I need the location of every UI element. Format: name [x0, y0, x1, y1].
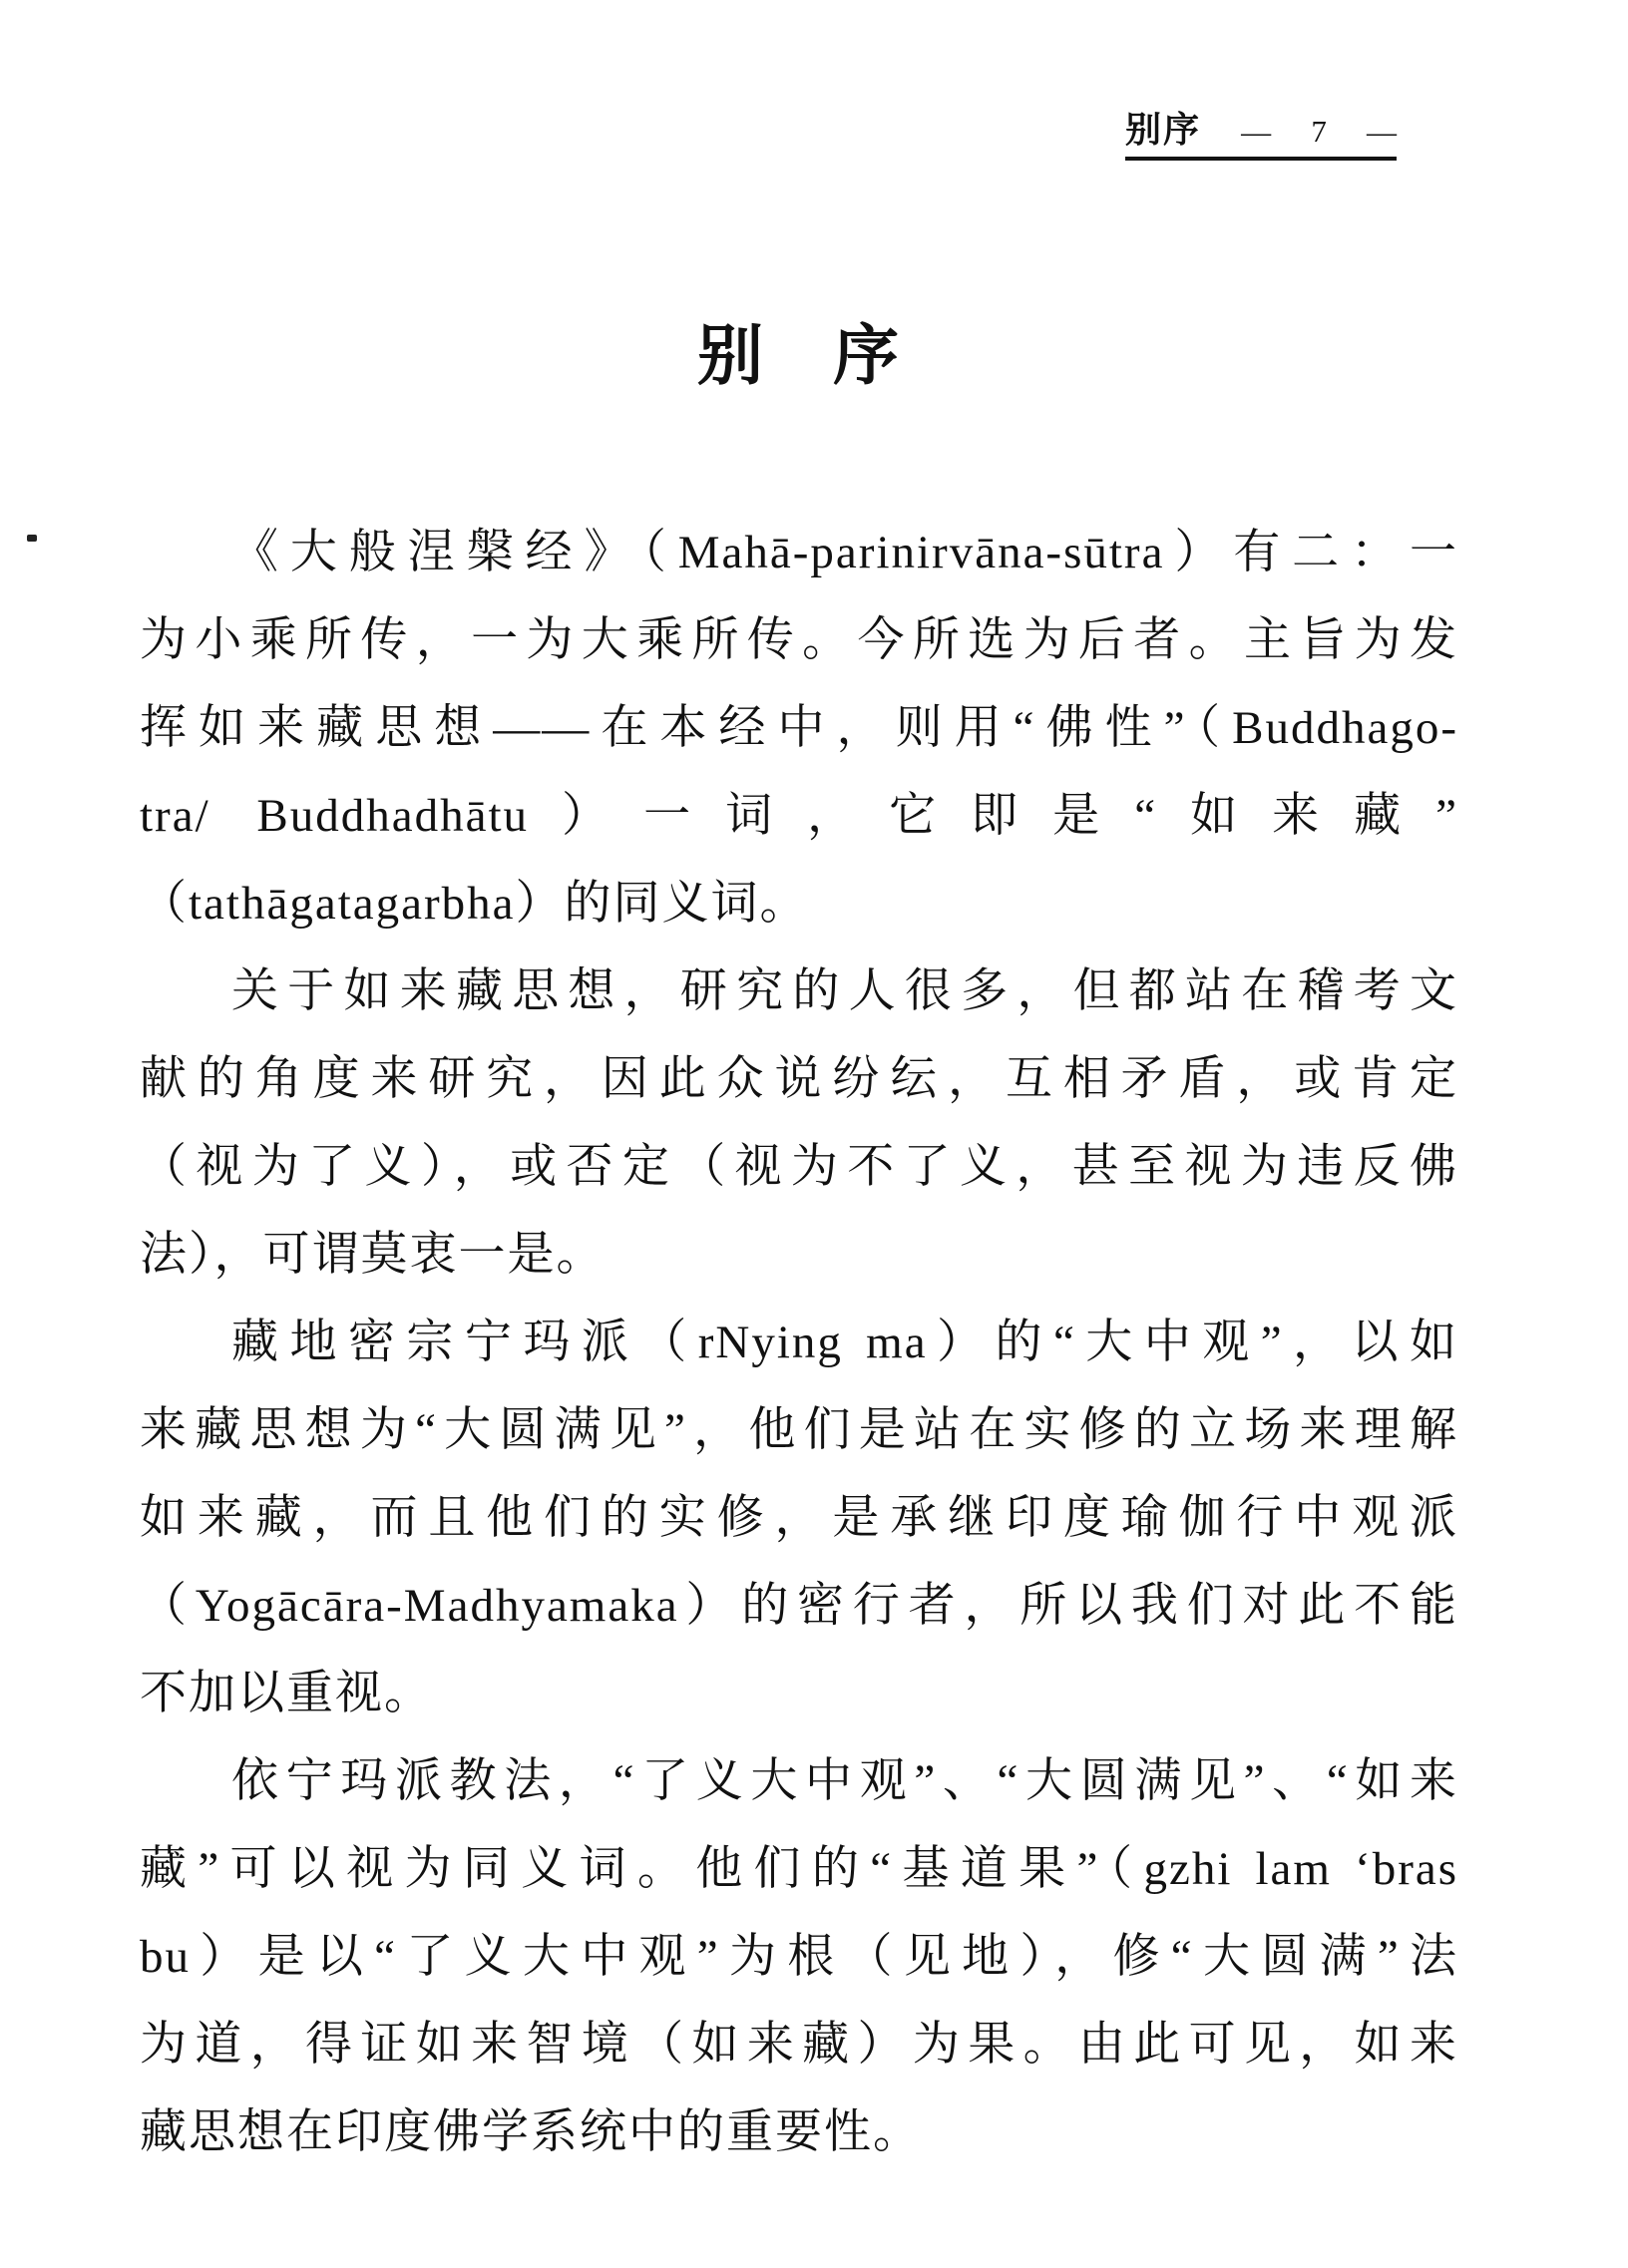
text-line: 为道，得证如来智境（如来藏）为果。由此可见，如来: [140, 2019, 1458, 2071]
header-dash-left: —: [1241, 116, 1272, 149]
text-line: 献的角度来研究，因此众说纷纭，互相矛盾，或肯定: [140, 1053, 1458, 1105]
text-line: 为小乘所传，一为大乘所传。今所选为后者。主旨为发: [140, 614, 1458, 666]
text-line: 法），可谓莫衷一是。: [140, 1229, 606, 1281]
header-dash-right: —: [1366, 116, 1397, 149]
scan-artifact: [27, 535, 37, 542]
page-title: 别 序: [697, 320, 901, 393]
text-line: （Yogācāra-Madhyamaka）的密行者，所以我们对此不能: [140, 1580, 1458, 1632]
text-line: 如来藏，而且他们的实修，是承继印度瑜伽行中观派: [140, 1492, 1458, 1544]
text-line: 不加以重视。: [140, 1668, 433, 1719]
text-line: 《大般涅槃经》（Mahā-parinirvāna-sūtra）有二：一: [231, 527, 1458, 578]
text-line: （视为了义），或否定（视为不了义，甚至视为违反佛: [140, 1141, 1458, 1193]
page-number: 7: [1311, 114, 1327, 149]
text-line: 来藏思想为“大圆满见”，他们是站在实修的立场来理解: [140, 1404, 1458, 1456]
text-line: 依宁玛派教法，“了义大中观”、“大圆满见”、“如来: [231, 1755, 1458, 1807]
text-line: tra/ Buddhadhātu）一词，它即是“如来藏”: [140, 790, 1458, 842]
text-line: 藏”可以视为同义词。他们的“基道果”（gzhi lam ‘bras: [140, 1843, 1458, 1895]
running-header: [1125, 112, 1397, 161]
text-line: （tathāgatagarbha）的同义词。: [140, 878, 809, 930]
text-line: bu）是以“了义大中观”为根（见地），修“大圆满”法: [140, 1931, 1458, 1983]
text-line: 藏思想在印度佛学系统中的重要性。: [140, 2106, 922, 2158]
header-section-label: 别序: [1125, 110, 1202, 150]
text-line: 藏地密宗宁玛派（rNying ma）的“大中观”，以如: [231, 1317, 1458, 1368]
body-text: [140, 509, 1458, 2176]
text-line: 挥如来藏思想——在本经中，则用“佛性”（Buddhago-: [140, 702, 1458, 754]
text-line: 关于如来藏思想，研究的人很多，但都站在稽考文: [231, 965, 1458, 1017]
